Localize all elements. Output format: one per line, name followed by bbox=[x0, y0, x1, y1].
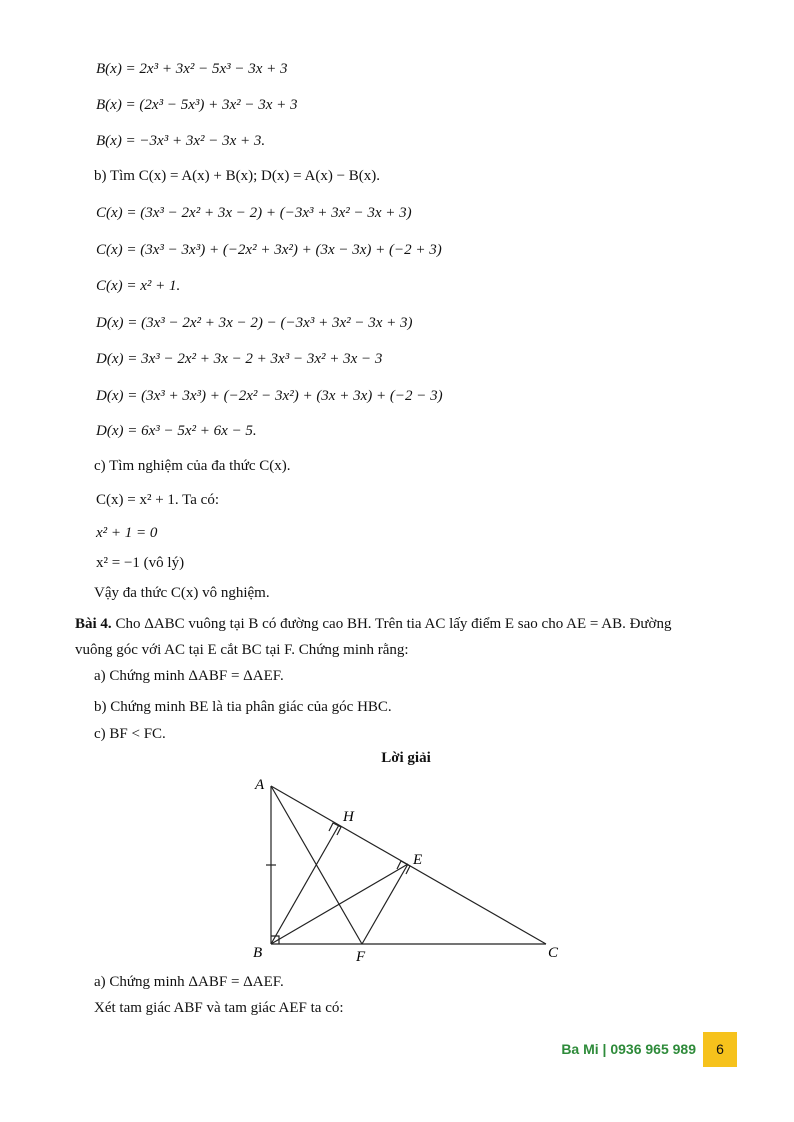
eq-line-11: D(x) = 6x³ − 5x² + 6x − 5. bbox=[96, 423, 257, 439]
problem-part-c: c) BF < FC. bbox=[94, 726, 166, 742]
label-e: E bbox=[413, 852, 423, 868]
part-c-heading: c) Tìm nghiệm của đa thức C(x). bbox=[94, 458, 291, 474]
altitude-bh bbox=[271, 825, 339, 944]
conclusion-line: Vậy đa thức C(x) vô nghiệm. bbox=[94, 585, 270, 601]
eq-line-6: C(x) = (3x³ − 3x³) + (−2x² + 3x²) + (3x − 3x) + (−2 + 3) bbox=[96, 242, 442, 258]
eq-line-5: C(x) = (3x³ − 2x² + 3x − 2) + (−3x³ + 3x² − 3x + 3) bbox=[96, 205, 412, 221]
segment-ef bbox=[362, 864, 408, 944]
solution-part-a: a) Chứng minh ΔABF = ΔAEF. bbox=[94, 974, 284, 990]
eq-line-8: D(x) = (3x³ − 2x² + 3x − 2) − (−3x³ + 3x² − 3x + 3) bbox=[96, 315, 413, 331]
eq-line-14: x² + 1 = 0 bbox=[96, 525, 158, 541]
label-f: F bbox=[356, 949, 366, 965]
eq-line-15: x² = −1 (vô lý) bbox=[96, 555, 185, 571]
label-h: H bbox=[343, 809, 354, 825]
footer-contact: Ba Mi | 0936 965 989 bbox=[561, 1041, 696, 1057]
eq-line-2: B(x) = (2x³ − 5x³) + 3x² − 3x + 3 bbox=[96, 97, 298, 113]
page-number: 6 bbox=[703, 1032, 737, 1067]
part-b-heading: b) Tìm C(x) = A(x) + B(x); D(x) = A(x) − B(x). bbox=[94, 168, 381, 184]
problem-part-a: a) Chứng minh ΔABF = ΔAEF. bbox=[94, 668, 284, 684]
solution-title: Lời giải bbox=[381, 750, 431, 766]
label-b: B bbox=[253, 945, 263, 961]
eq-line-7: C(x) = x² + 1. bbox=[96, 278, 181, 294]
solution-line-2: Xét tam giác ABF và tam giác AEF ta có: bbox=[94, 1000, 344, 1016]
eq-line-13: C(x) = x² + 1. Ta có: bbox=[96, 492, 219, 508]
eq-line-9: D(x) = 3x³ − 2x² + 3x − 2 + 3x³ − 3x² + 3x − 3 bbox=[96, 351, 383, 367]
label-c: C bbox=[548, 945, 559, 961]
eq-line-1: B(x) = 2x³ + 3x² − 5x³ − 3x + 3 bbox=[96, 61, 288, 77]
problem-statement-line-2: vuông góc với AC tại E cắt BC tại F. Chứng minh rằng: bbox=[75, 642, 409, 658]
problem-part-b: b) Chứng minh BE là tia phân giác của góc HBC. bbox=[94, 699, 392, 715]
problem-label: Bài 4. bbox=[75, 616, 112, 632]
eq-line-3: B(x) = −3x³ + 3x² − 3x + 3. bbox=[96, 133, 266, 149]
label-a: A bbox=[255, 777, 265, 793]
eq-line-10: D(x) = (3x³ + 3x³) + (−2x² − 3x²) + (3x + 3x) + (−2 − 3) bbox=[96, 388, 443, 404]
problem-text-1: Cho ΔABC vuông tại B có đường cao BH. Trên tia AC lấy điểm E sao cho AE = AB. Đường bbox=[111, 616, 672, 632]
